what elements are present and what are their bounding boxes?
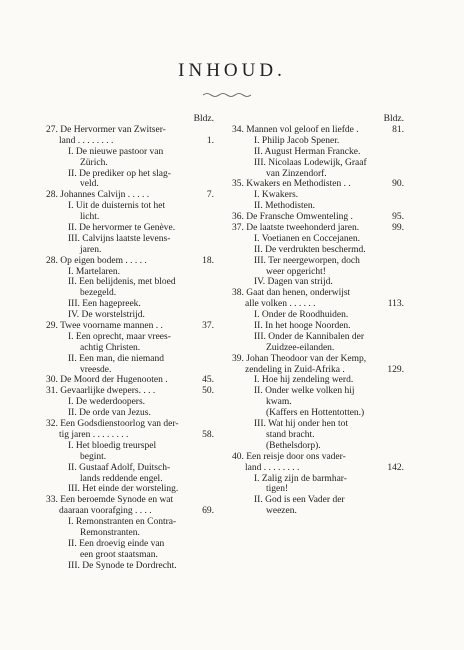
toc-line-text: III. Wat hij onder hen tot [254, 419, 349, 430]
toc-line-text: I. Remonstranten en Contra- [68, 517, 177, 528]
toc-line-text: I. Onder de Roodhuiden. [254, 310, 349, 321]
toc-line [46, 365, 214, 376]
toc-line-text: II. Methodisten. [254, 201, 315, 212]
toc-line [46, 550, 214, 561]
toc-line [46, 201, 214, 212]
toc-line [46, 452, 214, 463]
toc-line-text: 39. Johan Theodoor van der Kemp, [232, 353, 367, 364]
toc-line-text: 40. Een reisje door ons vader- [232, 451, 346, 462]
toc-page-number: 81. [392, 125, 404, 135]
toc-line [46, 441, 214, 452]
toc-line-text: weer opgericht! [266, 266, 326, 277]
toc-line [46, 354, 214, 365]
page-number-header: Bldz. [383, 114, 404, 124]
toc-line-text: tigen! [266, 484, 289, 495]
toc-line [46, 332, 214, 343]
toc-line-text: 37. De laatste tweehonderd jaren. [232, 223, 360, 234]
toc-line-text: licht. [80, 212, 100, 223]
toc-page-number: 113. [387, 299, 404, 310]
toc-line-text: 33. Een beroemde Synode en wat [46, 495, 174, 506]
toc-line [46, 158, 214, 169]
toc-line-text: 28. Op eigen bodem . . . . . [46, 255, 147, 266]
toc-line [232, 474, 404, 485]
toc-line [46, 517, 214, 528]
toc-line [46, 386, 214, 397]
toc-line [232, 343, 404, 354]
toc-page-number: 99. [392, 223, 404, 234]
toc-line [46, 125, 214, 136]
toc-line [46, 234, 214, 245]
toc-line [46, 474, 214, 485]
toc-line-text: III. Ter neergeworpen, doch [254, 255, 360, 266]
toc-line-text: I. Martelaren. [68, 266, 120, 277]
toc-line [46, 212, 214, 223]
toc-column-left [46, 114, 214, 572]
toc-line-text: veld. [80, 179, 99, 190]
toc-line-text: lands reddende engel. [80, 473, 163, 484]
toc-line [46, 539, 214, 550]
toc-line-text: II. Een man, die niemand [68, 353, 165, 364]
toc-line-text: I. Een oprecht, maar vrees- [68, 331, 171, 342]
toc-line [46, 256, 214, 267]
toc-line-text: land . . . . . . . . [245, 462, 300, 473]
toc-entries-right [232, 125, 404, 517]
toc-line-text: II. God is een Vader der [254, 495, 345, 506]
toc-line-text: 36. De Fransche Omwenteling . [232, 212, 353, 223]
toc-line [232, 125, 404, 136]
toc-line-text: III. Calvijns laatste levens- [68, 233, 171, 244]
toc-line [232, 212, 404, 223]
toc-line [232, 277, 404, 288]
toc-line-text: 27. De Hervormer van Zwitser- [46, 125, 166, 135]
toc-line [46, 136, 214, 147]
toc-column-right [232, 114, 404, 517]
toc-line-text: I. Zalig zijn de barmhar- [254, 473, 347, 484]
toc-line [46, 397, 214, 408]
toc-line-text: een groot staatsman. [80, 549, 158, 560]
toc-line-text: 29. Twee voorname mannen . . [46, 321, 163, 332]
toc-line-text: I. De wederdoopers. [68, 397, 146, 408]
toc-line [232, 495, 404, 506]
toc-page-number: 95. [392, 212, 404, 223]
toc-line-text: 30. De Moord der Hugenooten . [46, 375, 168, 386]
toc-line [46, 288, 214, 299]
toc-page-number: 69. [202, 506, 214, 517]
toc-line [232, 158, 404, 169]
toc-line [46, 223, 214, 234]
toc-page-number: 37. [202, 321, 214, 332]
toc-line-text: II. In het hooge Noorden. [254, 321, 351, 332]
toc-line [46, 408, 214, 419]
toc-line [232, 354, 404, 365]
toc-line-text: tig jaren . . . . . . . . [59, 429, 129, 440]
toc-line-text: II. De verdrukten beschermd. [254, 244, 366, 255]
toc-line [46, 375, 214, 386]
toc-line [232, 484, 404, 495]
toc-line-text: II. August Herman Francke. [254, 146, 361, 157]
toc-page-number: 45. [202, 375, 214, 386]
toc-line [232, 430, 404, 441]
toc-line [232, 245, 404, 256]
page-title: INHOUD. [178, 60, 286, 81]
toc-line-text: I. Kwakers. [254, 190, 299, 201]
toc-line-text: Zürich. [80, 157, 108, 168]
toc-line-text: IV. Dagen van strijd. [254, 277, 333, 288]
toc-page-number: 58. [202, 429, 214, 440]
toc-line-text: van Zinzendorf. [266, 168, 327, 179]
toc-line [46, 528, 214, 539]
toc-line-text: begint. [80, 451, 107, 462]
toc-line [46, 463, 214, 474]
toc-line-text: III. Het einde der worsteling. [68, 484, 179, 495]
toc-line-text: 38. Gaat dan henen, onderwijst [232, 288, 351, 299]
toc-line-text: II. De prediker op het slag- [68, 168, 171, 179]
toc-line-text: II. Gustaaf Adolf, Duitsch- [68, 462, 171, 473]
toc-line [232, 136, 404, 147]
toc-line-text: II. De hervormer te Genève. [68, 223, 176, 234]
toc-line-text: III. Onder de Kannibalen der [254, 331, 364, 342]
toc-line-text: 28. Johannes Calvijn . . . . . [46, 190, 150, 201]
toc-line [232, 190, 404, 201]
toc-line [46, 561, 214, 572]
toc-line [232, 419, 404, 430]
toc-line [46, 506, 214, 517]
toc-line [232, 169, 404, 180]
toc-line [46, 299, 214, 310]
toc-line [232, 397, 404, 408]
toc-line [232, 267, 404, 278]
toc-line-text: 32. Een Godsdienstoorlog van der- [46, 419, 179, 430]
toc-line [46, 484, 214, 495]
toc-line-text: jaren. [80, 244, 102, 255]
toc-line-text: 35. Kwakers en Methodisten . . [232, 179, 351, 190]
toc-line [232, 288, 404, 299]
toc-line [46, 179, 214, 190]
toc-line-text: I. Hoe hij zendeling werd. [254, 375, 354, 386]
toc-line [46, 321, 214, 332]
toc-line-text: weezen. [266, 506, 297, 517]
toc-line [232, 256, 404, 267]
toc-line-text: I. Uit de duisternis tot het [68, 201, 166, 212]
toc-line-text: I. De nieuwe pastoor van [68, 146, 164, 157]
toc-page-number: 129. [387, 364, 404, 375]
toc-line-text: kwam. [266, 397, 292, 408]
toc-line [232, 321, 404, 332]
toc-line-text: IV. De worstelstrijd. [68, 310, 145, 321]
toc-line [46, 310, 214, 321]
toc-line-text: I. Voetianen en Coccejanen. [254, 233, 360, 244]
toc-line-text: II. Onder welke volken hij [254, 386, 355, 397]
toc-line-text: vreesde. [80, 364, 112, 375]
toc-line [232, 201, 404, 212]
toc-line [46, 430, 214, 441]
toc-line [46, 190, 214, 201]
title-ornament [203, 92, 251, 98]
toc-line-text: achtig Christen. [80, 342, 141, 353]
page-number-header: Bldz. [193, 114, 214, 124]
toc-line-text: alle volken . . . . . . [245, 299, 316, 310]
toc-line-text: III. Een hagepreek. [68, 299, 141, 310]
toc-line [46, 267, 214, 278]
toc-line-text: I. Het bloedig treurspel [68, 440, 157, 451]
toc-line [232, 179, 404, 190]
toc-line [46, 495, 214, 506]
toc-line [232, 408, 404, 419]
toc-line-text: Remonstranten. [80, 527, 140, 538]
toc-line [232, 441, 404, 452]
toc-line [232, 452, 404, 463]
toc-line-text: daaraan voorafging . . . . [59, 506, 152, 517]
toc-line-text: bezegeld. [80, 288, 117, 299]
toc-page-number: 142. [387, 462, 404, 473]
toc-line [46, 343, 214, 354]
toc-page-number: 50. [202, 386, 214, 397]
toc-line-text: 31. Gevaarlijke dwepers. . . . [46, 386, 156, 397]
toc-line [232, 332, 404, 343]
toc-line-text: I. Philip Jacob Spener. [254, 135, 340, 146]
toc-line [232, 310, 404, 321]
toc-line-text: II. Een droevig einde van [68, 538, 165, 549]
toc-line [232, 506, 404, 517]
toc-line-text: (Kaffers en Hottentotten.) [266, 408, 365, 419]
toc-page-number: 1. [206, 135, 214, 146]
toc-line [232, 147, 404, 158]
toc-line-text: II. De orde van Jezus. [68, 408, 151, 419]
toc-line [232, 365, 404, 376]
toc-line-text: Zuidzee-eilanden. [266, 342, 335, 353]
toc-page-number: 7. [206, 190, 214, 201]
toc-line [46, 147, 214, 158]
toc-line [232, 234, 404, 245]
toc-line [232, 299, 404, 310]
toc-line [232, 386, 404, 397]
toc-line [232, 223, 404, 234]
toc-line [46, 419, 214, 430]
toc-line-text: zendeling in Zuid-Afrika . [245, 364, 345, 375]
toc-line [46, 169, 214, 180]
toc-line-text: land . . . . . . . . [59, 135, 114, 146]
toc-line-text: III. De Synode te Dordrecht. [68, 560, 177, 571]
toc-line [46, 245, 214, 256]
toc-page-number: 90. [392, 179, 404, 190]
toc-line-text: 34. Mannen vol geloof en liefde . [232, 125, 359, 135]
toc-line-text: (Bethelsdorp). [266, 440, 321, 451]
toc-line-text: III. Nicolaas Lodewijk, Graaf [254, 157, 367, 168]
toc-page-number: 18. [202, 255, 214, 266]
toc-line [232, 375, 404, 386]
toc-entries-left [46, 125, 214, 572]
toc-line-text: II. Een belijdenis, met bloed [68, 277, 176, 288]
toc-line [232, 463, 404, 474]
toc-line-text: stand bracht. [266, 429, 315, 440]
toc-line [46, 277, 214, 288]
